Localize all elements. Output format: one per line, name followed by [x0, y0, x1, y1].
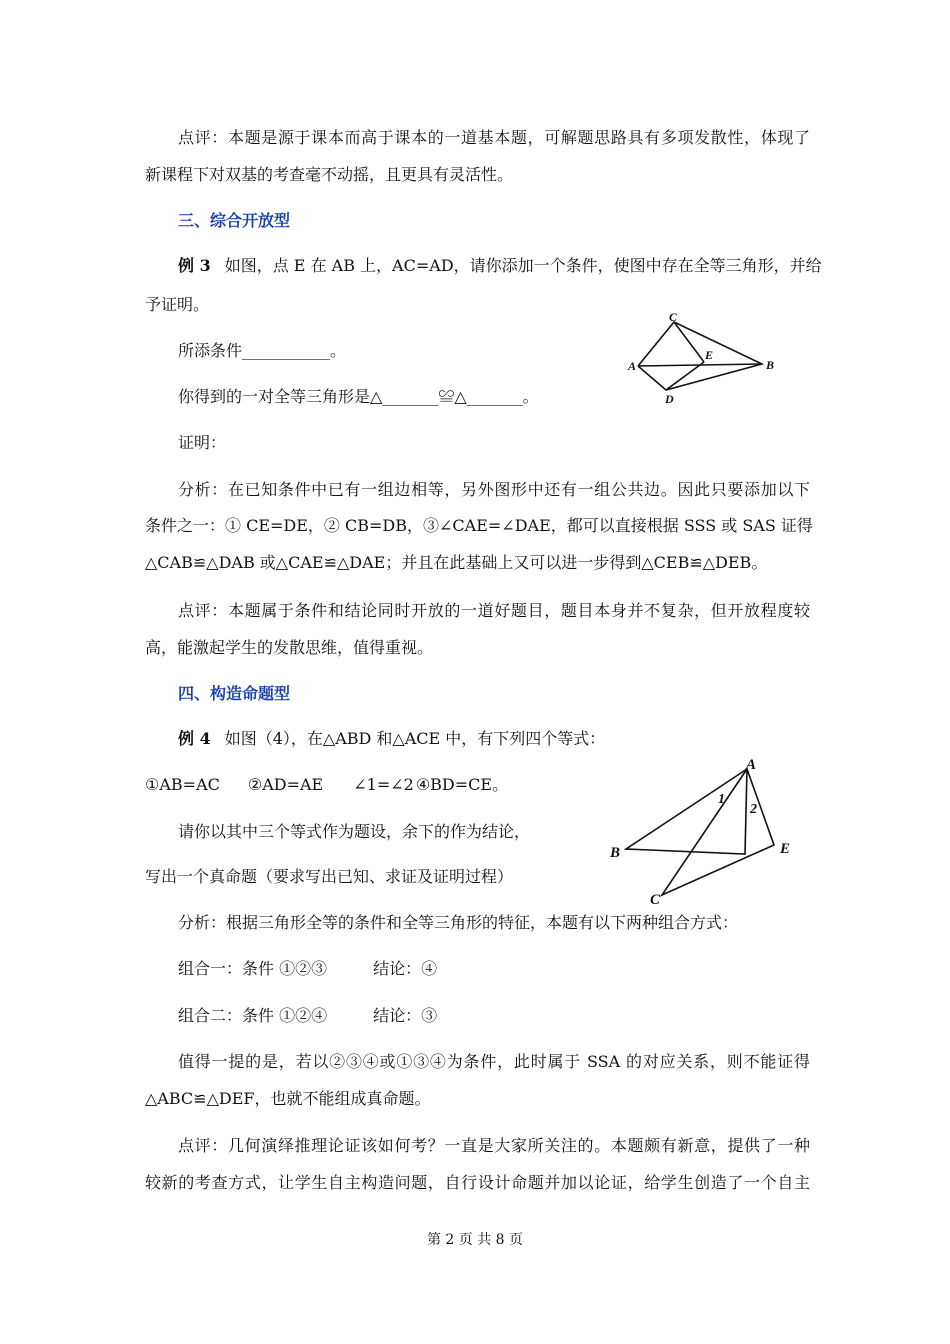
analysis-3-line-1: 分析：在已知条件中已有一组边相等，另外图形中还有一组公共边。因此只要添加以下: [178, 480, 810, 499]
example-4-line-3: 请你以其中三个等式作为题设，余下的作为结论，: [178, 822, 531, 841]
combination-2: [178, 1005, 578, 1027]
combination-2-condition: 组合二：条件 ①②④: [178, 1006, 328, 1025]
example-3-line-1: [178, 255, 822, 277]
analysis-3-line-2: 条件之一：① CE=DE，② CB=DB，③∠CAE=∠DAE，都可以直接根据 SSS 或 SAS 证得: [145, 516, 813, 535]
equation-1: ①AB=AC: [145, 775, 220, 794]
congruent-pair-line: [178, 386, 598, 408]
comment-4-line-2: 较新的考查方式，让学生自主构造问题，自行设计命题并加以论证，给学生创造了一个自主: [145, 1173, 810, 1192]
proof-label: 证明：: [178, 433, 227, 452]
page-footer: 第 2 页 共 8 页: [426, 1232, 524, 1248]
comment-4-line-1: 点评：几何演绎推理论证该如何考？一直是大家所关注的。本题颇有新意，提供了一种: [178, 1136, 810, 1155]
added-condition-blank[interactable]: ___________: [242, 341, 331, 360]
congruent-pair-symbol: ≌△: [438, 387, 467, 406]
equation-4: ④BD=CE。: [415, 775, 509, 794]
figure-3-segment-ce: [674, 322, 704, 362]
note-4-line-1: 值得一提的是，若以②③④或①③④为条件，此时属于 SSA 的对应关系，则不能证得: [178, 1052, 810, 1071]
example-4-line-4: 写出一个真命题（要求写出已知、求证及证明过程）: [145, 867, 514, 886]
example-4-text: 如图（4），在△ABD 和△ACE 中，有下列四个等式：: [224, 729, 606, 748]
example-3-label: 例 3: [178, 256, 211, 275]
example-4-label: 例 4: [178, 729, 211, 748]
figure-4-label-e: E: [780, 841, 791, 857]
analysis-3-line-3: △CAB≌△DAB 或△CAE≌△DAE；并且在此基础上又可以进一步得到△CEB≌△DEB。: [145, 553, 768, 572]
congruent-pair-blank-2[interactable]: _______: [466, 387, 523, 406]
added-condition-label: 所添条件: [178, 341, 243, 360]
example-3-figure: [620, 306, 790, 406]
figure-4-label-b: B: [610, 845, 621, 861]
congruent-pair-end: 。: [522, 387, 539, 406]
example-4-figure: [600, 755, 805, 907]
equation-2: ②AD=AE: [247, 775, 324, 794]
added-condition-line: [178, 340, 578, 362]
example-3-line-2: 予证明。: [145, 295, 210, 314]
figure-3-label-e: E: [705, 348, 714, 362]
congruent-pair-prefix: 你得到的一对全等三角形是△: [178, 387, 383, 406]
figure-3-label-d: D: [665, 392, 674, 406]
comment-3-line-2: 高，能激起学生的发散思维，值得重视。: [145, 638, 434, 657]
combination-1: [178, 958, 578, 980]
combination-1-condition: 组合一：条件 ①②③: [178, 959, 328, 978]
figure-4-label-a: A: [746, 757, 757, 773]
example-3-text: 如图，点 E 在 AB 上，AC=AD，请你添加一个条件，使图中存在全等三角形，并给: [224, 256, 822, 275]
congruent-pair-blank-1[interactable]: _______: [382, 387, 439, 406]
equation-3: ∠1=∠2: [353, 775, 414, 794]
analysis-4-line-1: 分析：根据三角形全等的条件和全等三角形的特征，本题有以下两种组合方式：: [178, 913, 739, 932]
figure-4-angle-2: 2: [750, 802, 757, 817]
example-4-equations: [145, 774, 565, 796]
figure-4-triangle-abd: [626, 769, 747, 854]
comment-paragraph-1-line-2: 新课程下对双基的考查毫不动摇，且更具有灵活性。: [145, 165, 514, 184]
comment-3-line-1: 点评：本题属于条件和结论同时开放的一道好题目，题目本身并不复杂，但开放程度较: [178, 601, 810, 620]
added-condition-end: 。: [330, 341, 347, 360]
figure-3-label-a: A: [628, 359, 637, 373]
note-4-line-2: △ABC≌△DEF，也就不能组成真命题。: [145, 1089, 431, 1108]
figure-3-label-c: C: [669, 310, 678, 324]
example-4-line-1: [178, 728, 810, 750]
figure-3-label-b: B: [766, 358, 775, 372]
section-3-heading: 三、综合开放型: [178, 211, 291, 230]
combination-1-conclusion: 结论：④: [373, 959, 438, 978]
figure-4-label-c: C: [650, 892, 661, 907]
section-4-heading: 四、构造命题型: [178, 684, 291, 703]
comment-paragraph-1-line-1: 点评：本题是源于课本而高于课本的一道基本题，可解题思路具有多项发散性，体现了: [178, 128, 810, 147]
combination-2-conclusion: 结论：③: [373, 1006, 438, 1025]
figure-4-angle-1: 1: [718, 792, 725, 807]
